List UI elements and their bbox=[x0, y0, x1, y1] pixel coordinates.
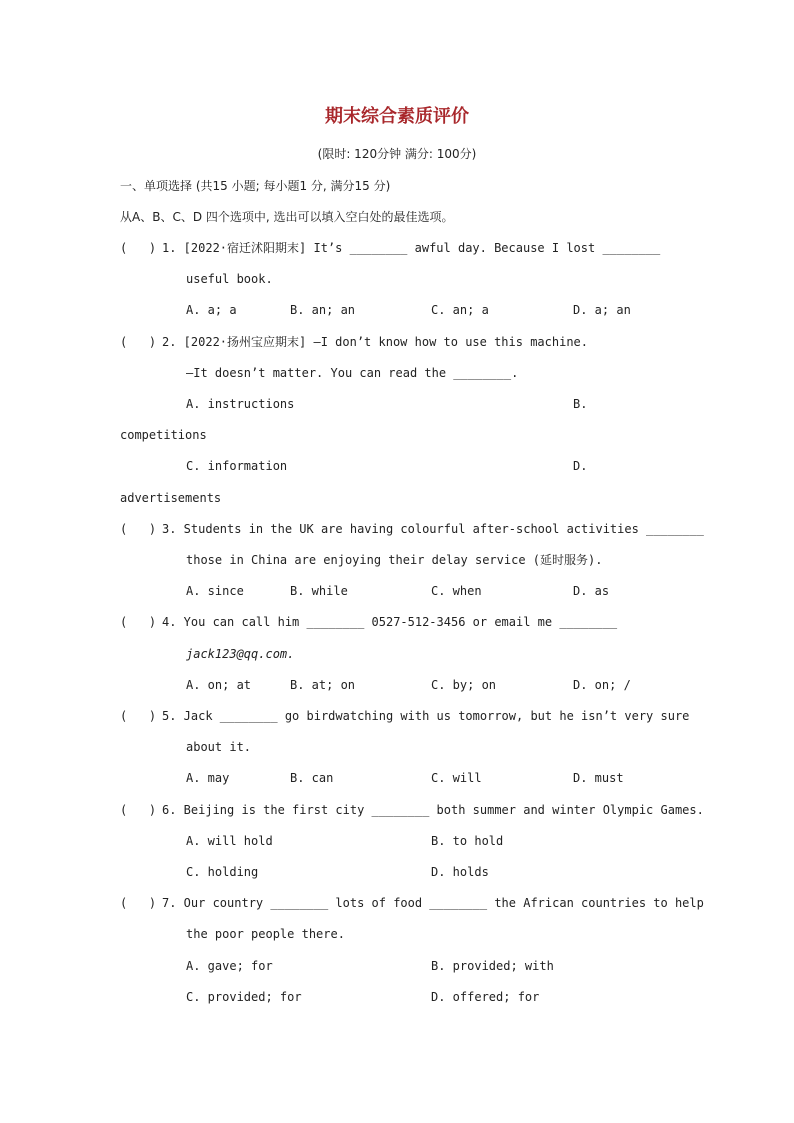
option-c: C. an; a bbox=[431, 303, 489, 317]
question-stem: 1. [2022·宿迁沭阳期末] It’s ________ awful day. Because I lost ________ bbox=[162, 241, 661, 255]
instruction-text: 从A、B、C、D 四个选项中, 选出可以填入空白处的最佳选项。 bbox=[120, 210, 454, 224]
option-d-text: advertisements bbox=[120, 491, 222, 505]
answer-bracket[interactable]: ( ) bbox=[120, 522, 157, 536]
option-b: B. an; an bbox=[290, 303, 356, 317]
section-heading: 一、单项选择 (共15 小题; 每小题1 分, 满分15 分) bbox=[120, 179, 391, 193]
option-c: C. provided; for bbox=[186, 990, 302, 1004]
option-b: B. while bbox=[290, 584, 348, 598]
answer-bracket[interactable]: ( ) bbox=[120, 335, 157, 349]
question-stem: 6. Beijing is the first city ________ both summer and winter Olympic Games. bbox=[162, 803, 704, 817]
question-stem: 5. Jack ________ go birdwatching with us tomorrow, but he isn’t very sure bbox=[162, 709, 690, 723]
option-b: B. to hold bbox=[431, 834, 504, 848]
option-a: A. gave; for bbox=[186, 959, 273, 973]
question-stem-continued: —It doesn’t matter. You can read the ________. bbox=[186, 366, 519, 380]
option-c: C. information bbox=[186, 459, 288, 473]
answer-bracket[interactable]: ( ) bbox=[120, 803, 157, 817]
option-c: C. when bbox=[431, 584, 482, 598]
answer-bracket[interactable]: ( ) bbox=[120, 615, 157, 629]
option-a: A. instructions bbox=[186, 397, 295, 411]
question-stem: 2. [2022·扬州宝应期末] —I don’t know how to use this machine. bbox=[162, 335, 589, 349]
question-stem-continued: those in China are enjoying their delay service (延时服务). bbox=[186, 553, 603, 567]
question-stem: 3. Students in the UK are having colourful after-school activities ________ bbox=[162, 522, 704, 536]
question-stem: 7. Our country ________ lots of food ________ the African countries to help bbox=[162, 896, 704, 910]
option-a: A. since bbox=[186, 584, 244, 598]
email-address: jack123@qq.com. bbox=[186, 647, 295, 661]
option-d: D. on; / bbox=[573, 678, 631, 692]
option-a: A. may bbox=[186, 771, 230, 785]
option-b: B. can bbox=[290, 771, 334, 785]
option-c: C. will bbox=[431, 771, 482, 785]
answer-bracket[interactable]: ( ) bbox=[120, 241, 157, 255]
option-a: A. will hold bbox=[186, 834, 273, 848]
question-stem-continued: about it. bbox=[186, 740, 252, 754]
option-c: C. by; on bbox=[431, 678, 497, 692]
option-d-label: D. bbox=[573, 459, 588, 473]
page-title: 期末综合素质评价 bbox=[325, 106, 469, 127]
option-b-text: competitions bbox=[120, 428, 207, 442]
option-d: D. must bbox=[573, 771, 624, 785]
option-d: D. as bbox=[573, 584, 610, 598]
option-d: D. a; an bbox=[573, 303, 631, 317]
option-b-label: B. bbox=[573, 397, 588, 411]
option-c: C. holding bbox=[186, 865, 259, 879]
time-limit-note: (限时: 120分钟 满分: 100分) bbox=[317, 147, 477, 161]
option-d: D. offered; for bbox=[431, 990, 540, 1004]
option-a: A. on; at bbox=[186, 678, 252, 692]
answer-bracket[interactable]: ( ) bbox=[120, 709, 157, 723]
question-stem: 4. You can call him ________ 0527-512-3456 or email me ________ bbox=[162, 615, 618, 629]
option-b: B. provided; with bbox=[431, 959, 554, 973]
answer-bracket[interactable]: ( ) bbox=[120, 896, 157, 910]
option-b: B. at; on bbox=[290, 678, 356, 692]
question-stem-continued: useful book. bbox=[186, 272, 273, 286]
option-a: A. a; a bbox=[186, 303, 237, 317]
question-stem-continued: the poor people there. bbox=[186, 927, 345, 941]
option-d: D. holds bbox=[431, 865, 489, 879]
